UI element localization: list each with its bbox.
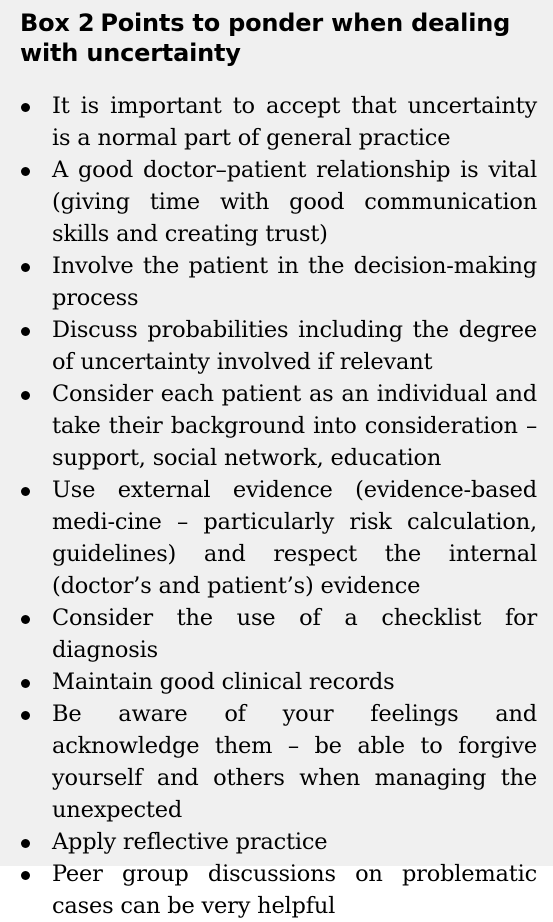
bullet-icon (21, 167, 30, 176)
list-item-text: Maintain good clinical records (52, 669, 395, 695)
list-item (20, 698, 537, 826)
list-item (20, 378, 537, 474)
box-title (20, 8, 537, 68)
list-item (20, 666, 537, 698)
bullet-icon (21, 327, 30, 336)
bullet-list (20, 90, 537, 922)
list-item-text: Consider the use of a checklist for diagnosis (52, 605, 537, 663)
list-item-text: Discuss probabilities including the degree of uncertainty involved if relevant (52, 317, 537, 375)
box-heading: Points to ponder when dealing with uncertainty (20, 9, 511, 67)
list-item (20, 154, 537, 250)
list-item (20, 474, 537, 602)
list-item (20, 858, 537, 922)
list-item-text: Be aware of your feelings and acknowledge them – be able to forgive yourself and others when managing the unexpected (52, 701, 537, 823)
list-item-text: Apply reflective practice (52, 829, 328, 855)
list-item (20, 602, 537, 666)
list-item (20, 314, 537, 378)
list-item-text: It is important to accept that uncertainty is a normal part of general practice (52, 93, 537, 151)
bullet-icon (21, 679, 30, 688)
bullet-icon (21, 263, 30, 272)
bullet-icon (21, 615, 30, 624)
list-item-text: Consider each patient as an individual and take their background into consideration – support, social network, education (52, 381, 537, 471)
bullet-icon (21, 103, 30, 112)
list-item-text: Involve the patient in the decision-making process (52, 253, 537, 311)
list-item (20, 90, 537, 154)
list-item-text: Peer group discussions on problematic cases can be very helpful (52, 861, 537, 919)
bullet-icon (21, 711, 30, 720)
list-item (20, 826, 537, 858)
list-item (20, 250, 537, 314)
bullet-icon (21, 391, 30, 400)
bullet-icon (21, 487, 30, 496)
bullet-icon (21, 839, 30, 848)
box-label: Box 2 (20, 9, 95, 37)
bullet-icon (21, 871, 30, 880)
list-item-text: Use external evidence (evidence-based medi-cine – particularly risk calculation, guidelines) and respect the internal (doctor’s and patient’s) evidence (52, 477, 537, 599)
list-item-text: A good doctor–patient relationship is vital (giving time with good communication skills and creating trust) (52, 157, 537, 247)
